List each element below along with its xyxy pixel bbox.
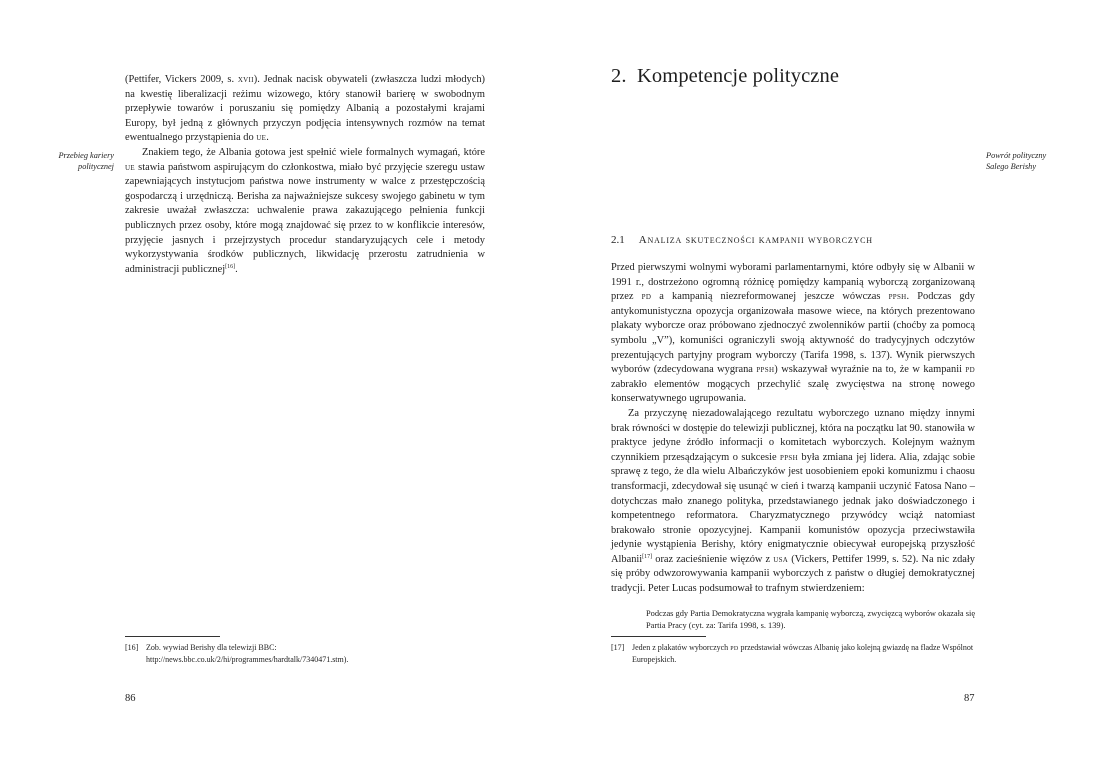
abbr-usa: usa: [773, 553, 789, 565]
footnote-text: Zob. wywiad Berishy dla telewizji BBC:: [146, 643, 277, 652]
left-paragraph-1: (Pettifer, Vickers 2009, s. xvii). Jednak nacisk obywateli (zwłaszcza ludzi młodych) na kwestię liberalizacji reżimu wizowego, który stanowił barierę w swobodnym przepływie towarów i poruszaniu się pomiędzy Albanią a pozostałymi krajami Europy, był jedną z głównych przyczyn podjęcia intensywnych rozmów na temat ewentualnego przystąpienia do ue.: [125, 74, 485, 144]
right-paragraph-1: Przed pierwszymi wolnymi wyborami parlamentarnymi, które odbyły się w Albanii w 1991 r., dostrzeżono ogromną różnicę pomiędzy kampanią wyborczą zorganizowaną przez pd a kampanią niezreformowanej jeszcze wówczas ppsh. Podczas gdy antykomunistyczna opozycja organizowała masowe wiece, na których prezentowano plakaty wyborcze oraz próbowano zjednoczyć zwolenników partii (choćby za pomocą symbolu „V”), komuniści ograniczyli swoją aktywność do tradycyjnych odczytów prezentujących partyjny program wyborczy (Tarifa 1998, s. 137). Wynik pierwszych wyborów (zdecydowana wygrana ppsh) wskazywał wyraźnie na to, że w kampanii pd zabrakło elementów mogących przechylić szalę zwycięstwa na stronę nowego konserwatywnego ugrupowania.: [611, 262, 975, 405]
footnote-number: [17]: [611, 643, 625, 652]
right-footnotes: [611, 636, 977, 665]
footnote-url-link[interactable]: http://news.bbc.co.uk/2/hi/programmes/hardtalk/7340471.stm).: [146, 654, 349, 664]
abbr-ue: ue: [256, 132, 267, 144]
page-number-left: 86: [125, 693, 136, 704]
right-body-text: [611, 261, 975, 597]
footnote-number: [16]: [125, 643, 139, 652]
chapter-title: 2. Kompetencje polityczne: [611, 65, 840, 87]
footnote-rule: [125, 636, 220, 637]
abbr-ue: ue: [125, 161, 135, 173]
footnote-ref-17[interactable]: [17]: [642, 553, 653, 560]
footnote-16: [125, 642, 485, 665]
page-number-right: 87: [964, 693, 975, 704]
footnote-body: [146, 642, 348, 665]
right-paragraph-2: Za przyczynę niezadowalającego rezultatu wyborczego uznano między innymi brak równości w dostępie do telewizji publicznej, która na początku lat 90. stanowiła w praktyce jedyne źródło informacji o komitetach wyborczych. Kolejnym ważnym czynnikiem przesądzającym o sukcesie ppsh była zmiana jej lidera. Alia, zdając sobie sprawę z tego, że dla wielu Albańczyków jest uosobieniem epoki komunizmu i chaosu transformacji, zdecydował się usunąć w cień i twarzą kampanii uczynić Fatosa Nano – dotychczas mało znanego polityka, przedstawianego jednak jako doświadczonego i kompetentnego reformatora. Charyzmatycznego przywódcy wciąż natomiast brakowało stronie opozycyjnej. Kampanii komunistów opozycja przeciwstawiła jedynie wystąpienia Berishy, który enigmatycznie obiecywał europejską przyszłość Albanii[17] oraz zacieśnienie więzów z usa (Vickers, Pettifer 1999, s. 52). Na nic zdały się próby odwzorowywania kampanii wyborczych z państw o długiej demokratycznej tradycji. Peter Lucas podsumował to trafnym stwierdzeniem:: [611, 407, 975, 595]
abbr-ppsh: ppsh: [756, 364, 775, 376]
section-heading: [611, 233, 873, 247]
right-page: [550, 0, 1100, 770]
left-margin-note: Przebieg kariery politycznej: [58, 151, 114, 171]
footnote-text: Jeden z plakatów wyborczych pd przedstawiał wówczas Albanię jako kolejną gwiazdę na fladze Wspólnot Europejskich.: [632, 643, 974, 664]
right-margin-note: Powrót polityczny Salego Berishy: [986, 151, 1047, 171]
abbr-pd: pd: [965, 364, 975, 376]
abbr-ppsh: ppsh: [780, 451, 798, 463]
left-body-text: [125, 73, 485, 277]
abbr-ppsh: ppsh: [888, 291, 907, 303]
footnote-rule: [611, 636, 706, 637]
footnote-ref-16[interactable]: [16]: [225, 263, 236, 270]
section-number: 2.1: [611, 234, 625, 246]
footnote-17: [611, 642, 977, 665]
section-title: Analiza skuteczności kampanii wyborczych: [638, 234, 873, 246]
abbr-pd: pd: [730, 643, 739, 652]
block-quote: Podczas gdy Partia Demokratyczna wygrała kampanię wyborczą, zwycięzcą wyborów okazała się Partia Pracy (cyt. za: Tarifa 1998, s. 139).: [646, 609, 976, 630]
left-footnotes: [125, 636, 485, 665]
abbr-pd: pd: [641, 291, 652, 303]
left-paragraph-2: Znakiem tego, że Albania gotowa jest spełnić wiele formalnych wymagań, które ue stawia państwom aspirującym do członkostwa, miało być przyjęcie szeregu ustaw zapewniających instytucjom państwa nowe instrumenty w walce z przestępczością gospodarczą i urzędniczą. Berisha za najważniejsze sukcesy swojego gabinetu w tym zakresie uważał zwłaszcza: uchwalenie prawa zakazującego pełnienia funkcji publicznych przez osoby, które mogą znajdować się przez to w konflikcie interesów, przyjęcie jasnych i przejrzystych procedur standaryzujących cele i metody wykorzystywania środków publicznych, likwidację przerostu zatrudnienia w administracji publicznej[16].: [125, 146, 485, 275]
